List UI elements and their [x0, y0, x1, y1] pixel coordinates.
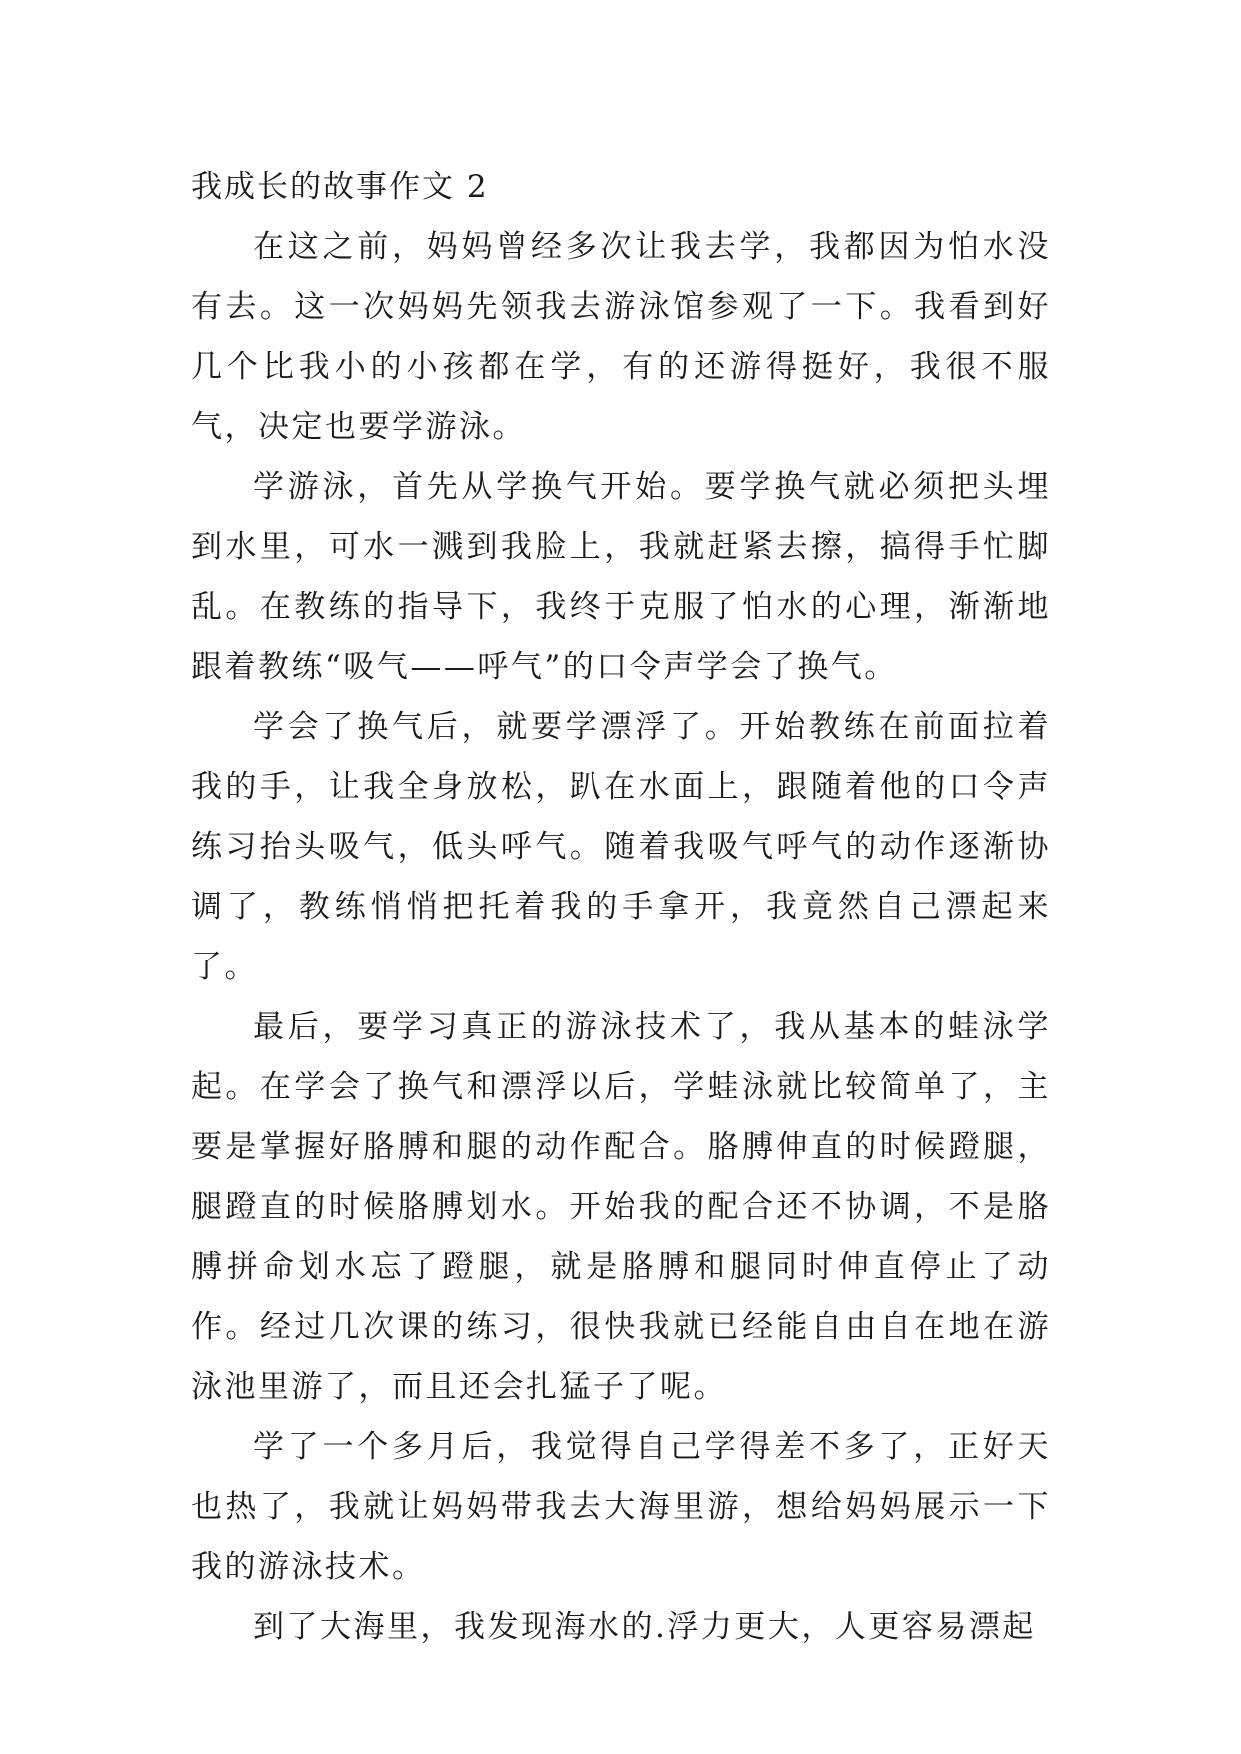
paragraph-4: 最后，要学习真正的游泳技术了，我从基本的蛙泳学起。在学会了换气和漂浮以后，学蛙泳就比较简单了，主要是掌握好胳膊和腿的动作配合。胳膊伸直的时候蹬腿，腿蹬直的时候胳膊划水。开始我的配合还不协调，不是胳膊拼命划水忘了蹬腿，就是胳膊和腿同时伸直停止了动作。经过几次课的练习，很快我就已经能自由自在地在游泳池里游了，而且还会扎猛子了呢。 — [191, 1009, 1051, 1405]
document-title: 我成长的故事作文 2 — [191, 169, 489, 205]
paragraph-5: 学了一个多月后，我觉得自己学得差不多了，正好天也热了，我就让妈妈带我去大海里游，想给妈妈展示一下我的游泳技术。 — [191, 1429, 1051, 1585]
paragraph-2: 学游泳，首先从学换气开始。要学换气就必须把头埋到水里，可水一溅到我脸上，我就赶紧去擦，搞得手忙脚乱。在教练的指导下，我终于克服了怕水的心理，渐渐地跟着教练“吸气——呼气”的口令声学会了换气。 — [191, 469, 1051, 685]
document-body — [191, 157, 1051, 1657]
paragraph-3: 学会了换气后，就要学漂浮了。开始教练在前面拉着我的手，让我全身放松，趴在水面上，跟随着他的口令声练习抬头吸气，低头呼气。随着我吸气呼气的动作逐渐协调了，教练悄悄把托着我的手拿开，我竟然自己漂起来了。 — [191, 709, 1051, 985]
paragraph-1: 在这之前，妈妈曾经多次让我去学，我都因为怕水没有去。这一次妈妈先领我去游泳馆参观了一下。我看到好几个比我小的小孩都在学，有的还游得挺好，我很不服气，决定也要学游泳。 — [191, 229, 1051, 445]
paragraph-6: 到了大海里，我发现海水的.浮力更大，人更容易漂起 — [253, 1609, 1036, 1645]
